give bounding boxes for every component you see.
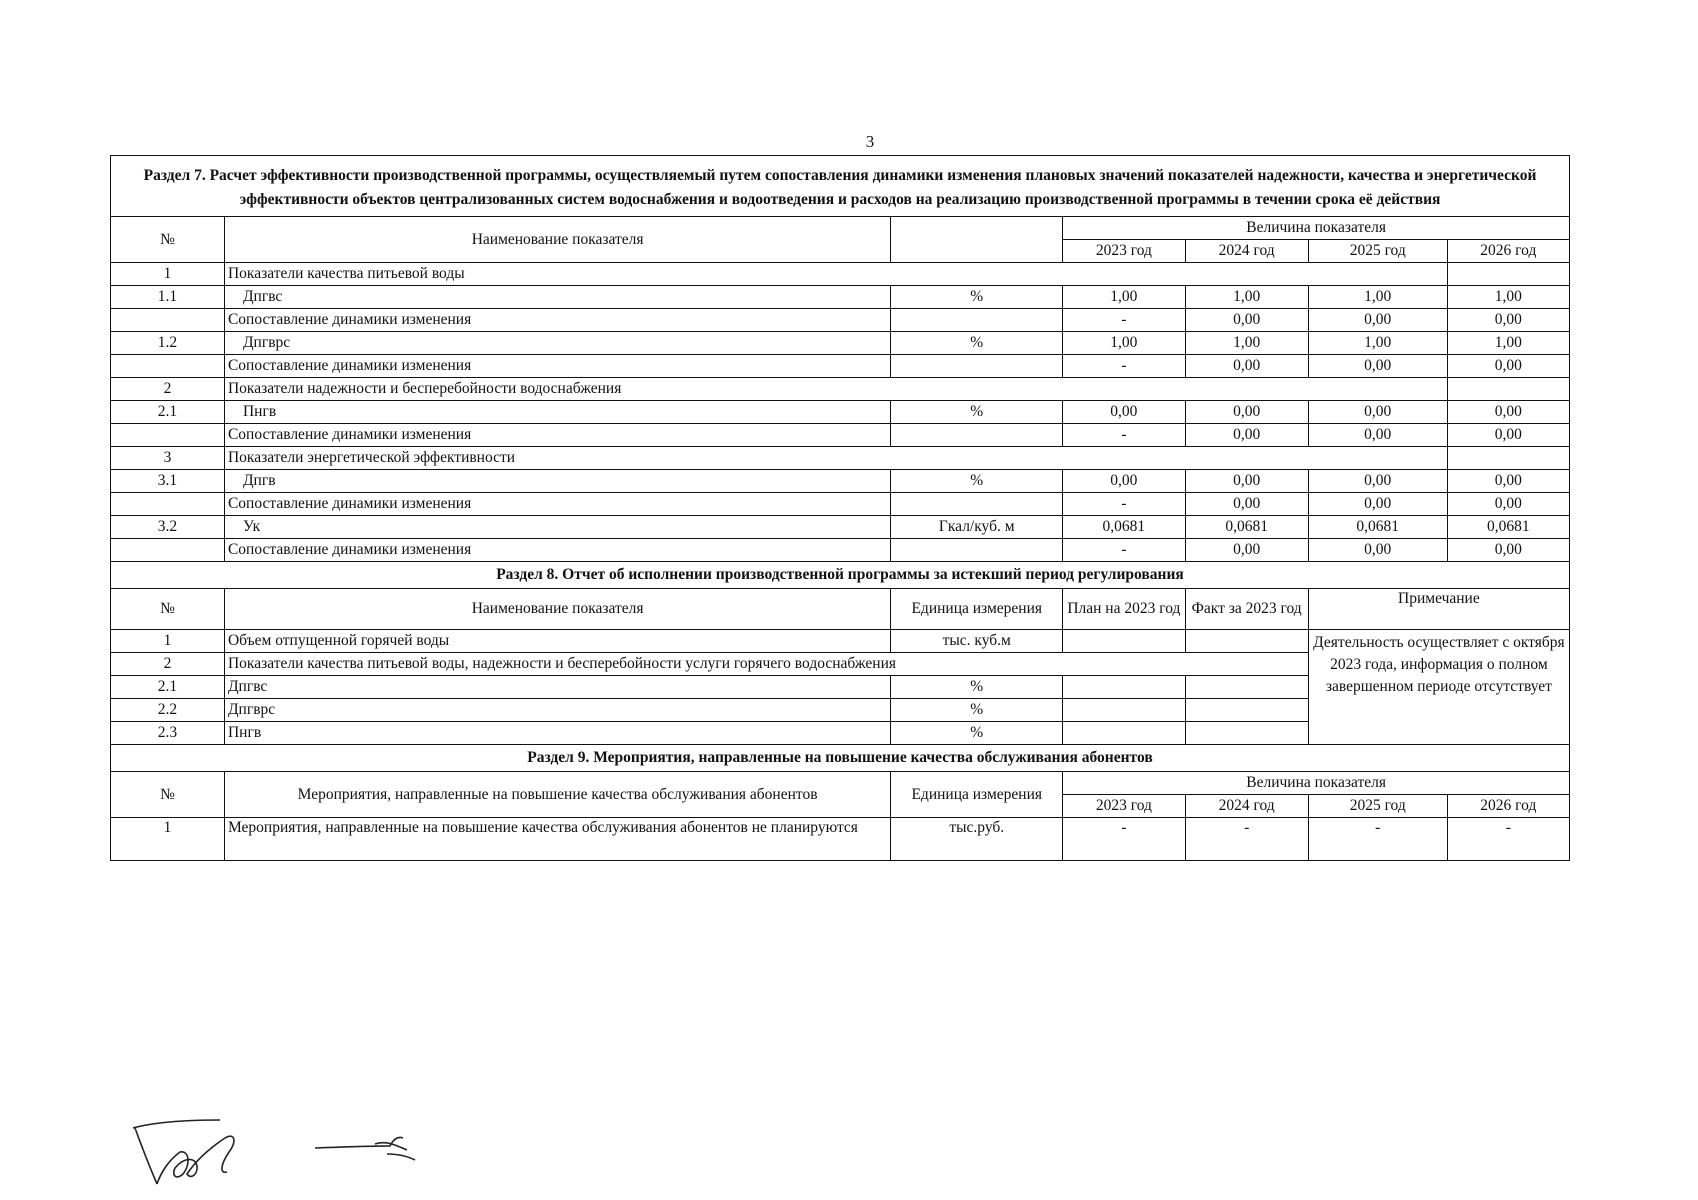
measure-name: Мероприятия, направленные на повышение качества обслуживания абонентов не планируются bbox=[224, 818, 890, 861]
value-cell: - bbox=[1063, 309, 1185, 332]
unit bbox=[891, 309, 1063, 332]
indicator-name: Сопоставление динамики изменения bbox=[224, 355, 890, 378]
header-unit bbox=[891, 217, 1063, 263]
header-name: Наименование показателя bbox=[224, 217, 890, 263]
fact-value bbox=[1185, 630, 1308, 653]
section8-title: Раздел 8. Отчет об исполнении производственной программы за истекший период регулирования bbox=[111, 562, 1570, 589]
note-text: Деятельность осуществляет с октября 2023 года, информация о полном завершенном периоде отсутствует bbox=[1308, 630, 1569, 745]
value-cell: 0,00 bbox=[1308, 424, 1447, 447]
value-cell: - bbox=[1063, 539, 1185, 562]
header-unit: Единица измерения bbox=[891, 772, 1063, 818]
value-cell: 1,00 bbox=[1063, 286, 1185, 309]
unit: % bbox=[891, 699, 1063, 722]
row-num: 1.2 bbox=[111, 332, 225, 355]
value-cell: 0,0681 bbox=[1063, 516, 1185, 539]
value-cell: 0,00 bbox=[1063, 470, 1185, 493]
plan-value bbox=[1063, 630, 1185, 653]
page-number: 3 bbox=[865, 132, 875, 151]
empty-cell bbox=[1447, 263, 1569, 286]
header-num: № bbox=[111, 772, 225, 818]
row-num: 2 bbox=[111, 653, 225, 676]
plan-value bbox=[1063, 699, 1185, 722]
indicator-name: Дпгврс bbox=[224, 332, 890, 355]
header-num: № bbox=[111, 217, 225, 263]
empty-cell bbox=[1447, 447, 1569, 470]
value-cell: 0,00 bbox=[1447, 309, 1569, 332]
fact-value bbox=[1185, 722, 1308, 745]
table-row bbox=[111, 424, 1570, 447]
indicator-name: Дпгв bbox=[224, 470, 890, 493]
row-num bbox=[111, 355, 225, 378]
value-cell: 1,00 bbox=[1063, 332, 1185, 355]
unit: % bbox=[891, 676, 1063, 699]
value-cell: 0,00 bbox=[1185, 309, 1308, 332]
row-num: 1 bbox=[111, 818, 225, 861]
row-num bbox=[111, 309, 225, 332]
unit: Гкал/куб. м bbox=[891, 516, 1063, 539]
value-cell: 0,00 bbox=[1447, 470, 1569, 493]
table-row bbox=[111, 493, 1570, 516]
value-cell: 0,00 bbox=[1185, 493, 1308, 516]
value-cell: 1,00 bbox=[1447, 286, 1569, 309]
indicator-name: Объем отпущенной горячей воды bbox=[224, 630, 890, 653]
value-cell: 0,00 bbox=[1308, 401, 1447, 424]
section9-title-row bbox=[111, 745, 1570, 772]
table-row bbox=[111, 286, 1570, 309]
value-cell: 0,00 bbox=[1308, 539, 1447, 562]
value-cell: 0,00 bbox=[1447, 424, 1569, 447]
row-num: 1 bbox=[111, 630, 225, 653]
value-cell: - bbox=[1308, 818, 1447, 861]
value-cell: - bbox=[1185, 818, 1308, 861]
report-table bbox=[110, 155, 1570, 861]
value-cell: 0,0681 bbox=[1185, 516, 1308, 539]
value-cell: 0,00 bbox=[1308, 493, 1447, 516]
section7-title: Раздел 7. Расчет эффективности производственной программы, осуществляемый путем сопоставления динамики изменения плановых значений показателей надежности, качества и энергетической эффективности объектов централизованных систем водоснабжения и водоотведения и расходов на реализацию производственной программы в течении срока её действия bbox=[111, 156, 1570, 217]
empty-cell bbox=[1447, 378, 1569, 401]
table-row bbox=[111, 630, 1570, 653]
row-num: 3.2 bbox=[111, 516, 225, 539]
value-cell: 1,00 bbox=[1447, 332, 1569, 355]
header-year: 2023 год bbox=[1063, 240, 1185, 263]
header-plan: План на 2023 год bbox=[1063, 589, 1185, 630]
table-row bbox=[111, 447, 1570, 470]
value-cell: 0,00 bbox=[1308, 470, 1447, 493]
header-name: Мероприятия, направленные на повышение качества обслуживания абонентов bbox=[224, 772, 890, 818]
value-cell: 0,00 bbox=[1185, 424, 1308, 447]
indicator-name: Сопоставление динамики изменения bbox=[224, 493, 890, 516]
header-year: 2023 год bbox=[1063, 795, 1185, 818]
row-num: 2.1 bbox=[111, 401, 225, 424]
value-cell: - bbox=[1063, 355, 1185, 378]
table-row bbox=[111, 378, 1570, 401]
row-num: 3.1 bbox=[111, 470, 225, 493]
header-year: 2025 год bbox=[1308, 240, 1447, 263]
table-row bbox=[111, 332, 1570, 355]
indicator-name: Дпгвс bbox=[224, 676, 890, 699]
section8-header-row bbox=[111, 589, 1570, 630]
indicator-name: Ук bbox=[224, 516, 890, 539]
value-cell: 0,00 bbox=[1185, 355, 1308, 378]
value-cell: 0,00 bbox=[1308, 309, 1447, 332]
table-row bbox=[111, 309, 1570, 332]
unit: тыс.руб. bbox=[891, 818, 1063, 861]
unit: % bbox=[891, 286, 1063, 309]
table-row bbox=[111, 818, 1570, 861]
header-year: 2024 год bbox=[1185, 240, 1308, 263]
indicator-name: Дпгврс bbox=[224, 699, 890, 722]
fact-value bbox=[1185, 699, 1308, 722]
value-cell: - bbox=[1063, 424, 1185, 447]
table-row bbox=[111, 470, 1570, 493]
table-row bbox=[111, 263, 1570, 286]
group-name: Показатели надежности и бесперебойности водоснабжения bbox=[224, 378, 1447, 401]
document-body bbox=[110, 155, 1570, 861]
group-name: Показатели энергетической эффективности bbox=[224, 447, 1447, 470]
unit: % bbox=[891, 722, 1063, 745]
value-cell: 0,00 bbox=[1447, 401, 1569, 424]
header-fact: Факт за 2023 год bbox=[1185, 589, 1308, 630]
unit bbox=[891, 424, 1063, 447]
value-cell: 0,0681 bbox=[1447, 516, 1569, 539]
indicator-name: Сопоставление динамики изменения bbox=[224, 309, 890, 332]
header-note: Примечание bbox=[1308, 589, 1569, 630]
group-name: Показатели качества питьевой воды bbox=[224, 263, 1447, 286]
row-num bbox=[111, 424, 225, 447]
value-cell: 1,00 bbox=[1185, 332, 1308, 355]
value-cell: - bbox=[1063, 493, 1185, 516]
value-cell: 0,00 bbox=[1185, 401, 1308, 424]
row-num: 2.2 bbox=[111, 699, 225, 722]
header-year: 2026 год bbox=[1447, 240, 1569, 263]
unit bbox=[891, 539, 1063, 562]
header-year: 2025 год bbox=[1308, 795, 1447, 818]
section8-title-row bbox=[111, 562, 1570, 589]
unit: % bbox=[891, 470, 1063, 493]
row-num: 1.1 bbox=[111, 286, 225, 309]
table-row bbox=[111, 401, 1570, 424]
row-num: 2.3 bbox=[111, 722, 225, 745]
value-cell: - bbox=[1063, 818, 1185, 861]
header-value-group: Величина показателя bbox=[1063, 772, 1570, 795]
row-num bbox=[111, 539, 225, 562]
table-row bbox=[111, 539, 1570, 562]
indicator-name: Дпгвс bbox=[224, 286, 890, 309]
indicator-name: Пнгв bbox=[224, 401, 890, 424]
value-cell: 0,00 bbox=[1447, 539, 1569, 562]
row-num: 2.1 bbox=[111, 676, 225, 699]
value-cell: 0,00 bbox=[1447, 493, 1569, 516]
value-cell: 0,00 bbox=[1447, 355, 1569, 378]
fact-value bbox=[1185, 676, 1308, 699]
row-num: 2 bbox=[111, 378, 225, 401]
indicator-name: Показатели качества питьевой воды, надежности и бесперебойности услуги горячего водоснабжения bbox=[224, 653, 1308, 676]
value-cell: 0,00 bbox=[1308, 355, 1447, 378]
signature-2 bbox=[315, 1137, 415, 1160]
header-unit: Единица измерения bbox=[891, 589, 1063, 630]
plan-value bbox=[1063, 676, 1185, 699]
header-num: № bbox=[111, 589, 225, 630]
indicator-name: Пнгв bbox=[224, 722, 890, 745]
indicator-name: Сопоставление динамики изменения bbox=[224, 539, 890, 562]
value-cell: 0,00 bbox=[1185, 539, 1308, 562]
signature-1 bbox=[133, 1120, 234, 1184]
row-num: 1 bbox=[111, 263, 225, 286]
unit bbox=[891, 493, 1063, 516]
header-year: 2026 год bbox=[1447, 795, 1569, 818]
section9-header-row-1 bbox=[111, 772, 1570, 795]
value-cell: 1,00 bbox=[1185, 286, 1308, 309]
value-cell: - bbox=[1447, 818, 1569, 861]
unit: % bbox=[891, 332, 1063, 355]
handwritten-signatures bbox=[125, 1110, 445, 1190]
header-value-group: Величина показателя bbox=[1063, 217, 1570, 240]
section7-title-row bbox=[111, 156, 1570, 217]
value-cell: 0,00 bbox=[1063, 401, 1185, 424]
value-cell: 1,00 bbox=[1308, 286, 1447, 309]
row-num bbox=[111, 493, 225, 516]
plan-value bbox=[1063, 722, 1185, 745]
header-name: Наименование показателя bbox=[224, 589, 890, 630]
header-year: 2024 год bbox=[1185, 795, 1308, 818]
value-cell: 0,00 bbox=[1185, 470, 1308, 493]
table-row bbox=[111, 516, 1570, 539]
unit bbox=[891, 355, 1063, 378]
section7-header-row-1 bbox=[111, 217, 1570, 240]
unit: % bbox=[891, 401, 1063, 424]
value-cell: 1,00 bbox=[1308, 332, 1447, 355]
unit: тыс. куб.м bbox=[891, 630, 1063, 653]
row-num: 3 bbox=[111, 447, 225, 470]
section9-title: Раздел 9. Мероприятия, направленные на повышение качества обслуживания абонентов bbox=[111, 745, 1570, 772]
value-cell: 0,0681 bbox=[1308, 516, 1447, 539]
indicator-name: Сопоставление динамики изменения bbox=[224, 424, 890, 447]
table-row bbox=[111, 355, 1570, 378]
